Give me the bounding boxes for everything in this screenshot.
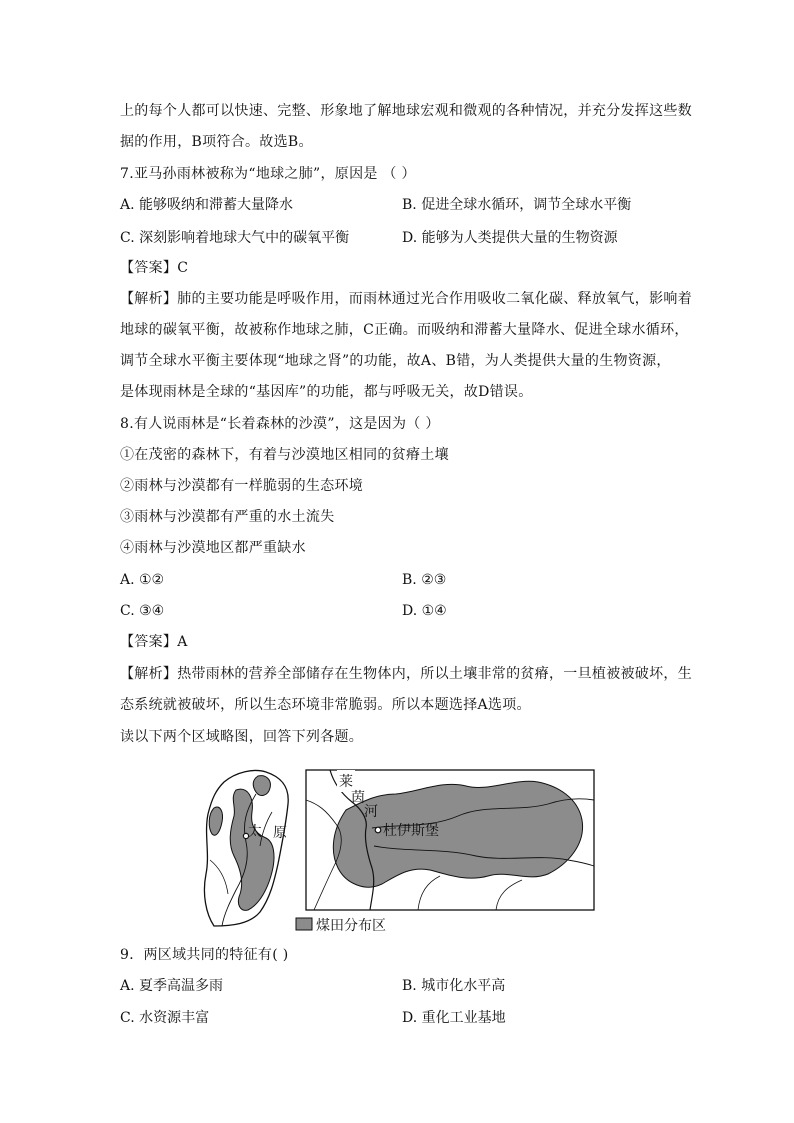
taiyuan-label-2: 原 [273, 825, 287, 841]
coal-field-north [253, 776, 270, 796]
q9-option-d: D. 重化工业基地 [402, 1010, 506, 1026]
q7-explanation-line: 【解析】肺的主要功能是呼吸作用，而雨林通过光合作用吸收二氧化碳、释放氧气，影响着 [120, 291, 692, 307]
taiyuan-label-1: 太 [248, 824, 262, 840]
reading-prompt: 读以下两个区域略图，回答下列各题。 [120, 729, 364, 745]
q7-option-a: A. 能够吸纳和滞蓄大量降水 [120, 197, 294, 213]
q8-option-a: A. ①② [120, 572, 165, 588]
maps-svg [196, 764, 598, 936]
q8-statement: ①在茂密的森林下，有着与沙漠地区相同的贫瘠土壤 [120, 447, 449, 463]
q8-statement: ③雨林与沙漠都有严重的水土流失 [120, 509, 335, 525]
legend-label: 煤田分布区 [316, 918, 386, 934]
q8-option-b: B. ②③ [402, 572, 447, 588]
duisburg-city-dot [375, 827, 381, 833]
regional-maps-figure [196, 764, 598, 936]
rhine-label-1: 莱 [339, 774, 353, 790]
duisburg-label: 杜伊斯堡 [383, 823, 439, 839]
rhine-label-2: 茵 [351, 790, 365, 806]
q7-option-c: C. 深刻影响着地球大气中的碳氧平衡 [120, 230, 350, 246]
text-line: 据的作用，B项符合。故选B。 [120, 134, 313, 150]
q7-answer: 【答案】C [120, 260, 189, 276]
q8-explanation-line: 【解析】热带雨林的营养全部储存在生物体内，所以土壤非常的贫瘠，一旦植被被破坏，生 [120, 666, 692, 682]
q9-option-a: A. 夏季高温多雨 [120, 978, 224, 994]
figure-legend [296, 917, 386, 934]
q8-option-d: D. ①④ [402, 603, 447, 619]
text-line: 上的每个人都可以快速、完整、形象地了解地球宏观和微观的各种情况，并充分发挥这些数 [120, 103, 692, 119]
q8-statement: ④雨林与沙漠地区都严重缺水 [120, 540, 306, 556]
taiyuan-map [204, 770, 288, 926]
q7-explanation-line: 是体现雨林是全球的“基因库”的功能，都与呼吸无关，故D错误。 [120, 384, 533, 400]
question-8: 8.有人说雨林是“长着森林的沙漠”，这是因为（ ） [120, 416, 440, 432]
q7-explanation-line: 调节全球水平衡主要体现“地球之肾”的功能，故A、B错，为人类提供大量的生物资源， [120, 353, 671, 369]
q9-option-b: B. 城市化水平高 [402, 978, 506, 994]
q8-answer: 【答案】A [120, 634, 188, 650]
question-9: 9．两区域共同的特征有( ) [120, 947, 289, 963]
q7-explanation-line: 地球的碳氧平衡，故被称作地球之肺，C正确。而吸纳和滞蓄大量降水、促进全球水循环， [120, 322, 689, 338]
q9-option-c: C. 水资源丰富 [120, 1010, 210, 1026]
q8-statement: ②雨林与沙漠都有一样脆弱的生态环境 [120, 478, 364, 494]
ruhr-map [306, 770, 594, 910]
q7-option-d: D. 能够为人类提供大量的生物资源 [402, 230, 618, 246]
q8-explanation-line: 态系统就被破坏，所以生态环境非常脆弱。所以本题选择A选项。 [120, 697, 531, 713]
rhine-label-3: 河 [364, 804, 378, 820]
question-7: 7.亚马孙雨林被称为“地球之肺”，原因是 （ ） [120, 166, 416, 182]
legend-swatch [296, 918, 312, 930]
q7-option-b: B. 促进全球水循环，调节全球水平衡 [402, 197, 632, 213]
q8-option-c: C. ③④ [120, 603, 165, 619]
